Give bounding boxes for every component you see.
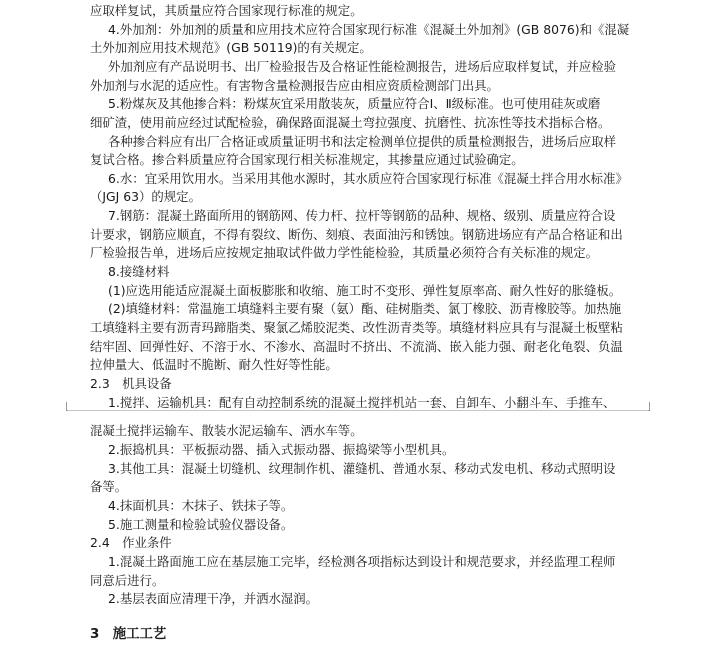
text-line: 同意后进行。 bbox=[90, 573, 165, 588]
text-line: 6.水：宜采用饮用水。当采用其他水源时，其水质应符合国家现行标准《混凝土拌合用水标准》 bbox=[108, 171, 628, 186]
text-line: (1)应选用能适应混凝土面板膨胀和收缩、施工时不变形、弹性复原率高、耐久性好的胀缝板。 bbox=[108, 283, 622, 298]
text-line: 厂检验报告单，进场后应按规定抽取试件做力学性能检验，其质量必须符合有关标准的规定。 bbox=[90, 245, 599, 260]
section-heading: 2.4 作业条件 bbox=[90, 535, 172, 550]
text-line: 3.其他工具：混凝土切缝机、纹理制作机、灌缝机、普通水泵、移动式发电机、移动式照明设 bbox=[108, 461, 616, 476]
page-break bbox=[68, 399, 648, 419]
section-heading: 2.3 机具设备 bbox=[90, 376, 172, 391]
text-line: 拉伸量大、低温时不脆断、耐久性好等性能。 bbox=[90, 357, 338, 372]
text-line: 细矿渣，使用前应经过试配检验，确保路面混凝土弯拉强度、抗磨性、抗冻性等技术指标合格。 bbox=[90, 115, 611, 130]
text-line: 复试合格。掺合料质量应符合国家现行相关标准规定，其掺量应通过试验确定。 bbox=[90, 152, 524, 167]
text-line: 1.混凝土路面施工应在基层施工完毕，经检测各项指标达到设计和规范要求，并经监理工程师 bbox=[108, 554, 616, 569]
text-line: 8.接缝材料 bbox=[108, 264, 170, 279]
text-line: 5.粉煤灰及其他掺合料：粉煤灰宜采用散装灰，质量应符合Ⅰ、Ⅱ级标准。也可使用硅灰或磨 bbox=[108, 96, 601, 111]
text-line: 7.钢筋：混凝土路面所用的钢筋网、传力杆、拉杆等钢筋的品种、规格、级别、质量应符合设 bbox=[108, 208, 616, 223]
text-line: 结牢固、回弹性好、不溶于水、不渗水、高温时不挤出、不流淌、嵌入能力强、耐老化龟裂、负温 bbox=[90, 339, 623, 354]
text-line: 2.基层表面应清理干净，并洒水湿润。 bbox=[108, 591, 319, 606]
text-line: 各种掺合料应有出厂合格证或质量证明书和法定检测单位提供的质量检测报告，进场后应取样 bbox=[108, 134, 617, 149]
page-divider bbox=[68, 410, 648, 411]
text-line: 4.外加剂：外加剂的质量和应用技术应符合国家现行标准《混凝土外加剂》(GB 8076)和《混凝 bbox=[108, 22, 630, 37]
text-line: (2)填缝材料：常温施工填缝料主要有聚（氨）酯、硅树脂类、氯丁橡胶、沥青橡胶等。加热施 bbox=[108, 301, 622, 316]
text-line: 应取样复试，其质量应符合国家现行标准的规定。 bbox=[90, 3, 363, 18]
text-line: 工填缝料主要有沥青玛蹄脂类、聚氯乙烯胶泥类、改性沥青类等。填缝材料应具有与混凝土板壁粘 bbox=[90, 320, 623, 335]
text-line: 计要求，钢筋应顺直，不得有裂纹、断伤、刻痕、表面油污和锈蚀。钢筋进场应有产品合格证和出 bbox=[90, 227, 623, 242]
text-line: 土外加剂应用技术规范》(GB 50119)的有关规定。 bbox=[90, 40, 372, 55]
text-line: 5.施工测量和检验试验仪器设备。 bbox=[108, 517, 294, 532]
chapter-heading: 3 施工工艺 bbox=[90, 627, 167, 642]
text-line: 备等。 bbox=[90, 479, 128, 494]
text-line: 4.抹面机具：木抹子、铁抹子等。 bbox=[108, 498, 294, 513]
text-line: 混凝土搅拌运输车、散装水泥运输车、洒水车等。 bbox=[90, 423, 363, 438]
text-line: 外加剂应有产品说明书、出厂检验报告及合格证性能检测报告，进场后应取样复试，并应检验 bbox=[108, 59, 617, 74]
text-line: 2.振捣机具：平板振动器、插入式振动器、振捣梁等小型机具。 bbox=[108, 442, 455, 457]
text-line: 1.搅拌、运输机具：配有自动控制系统的混凝土搅拌机站一套、自卸车、小翻斗车、手推车、 bbox=[108, 395, 616, 410]
text-line: （JGJ 63）的规定。 bbox=[90, 189, 201, 204]
text-line: 外加剂与水泥的适应性。有害物含量检测报告应由相应资质检测部门出具。 bbox=[90, 78, 499, 93]
